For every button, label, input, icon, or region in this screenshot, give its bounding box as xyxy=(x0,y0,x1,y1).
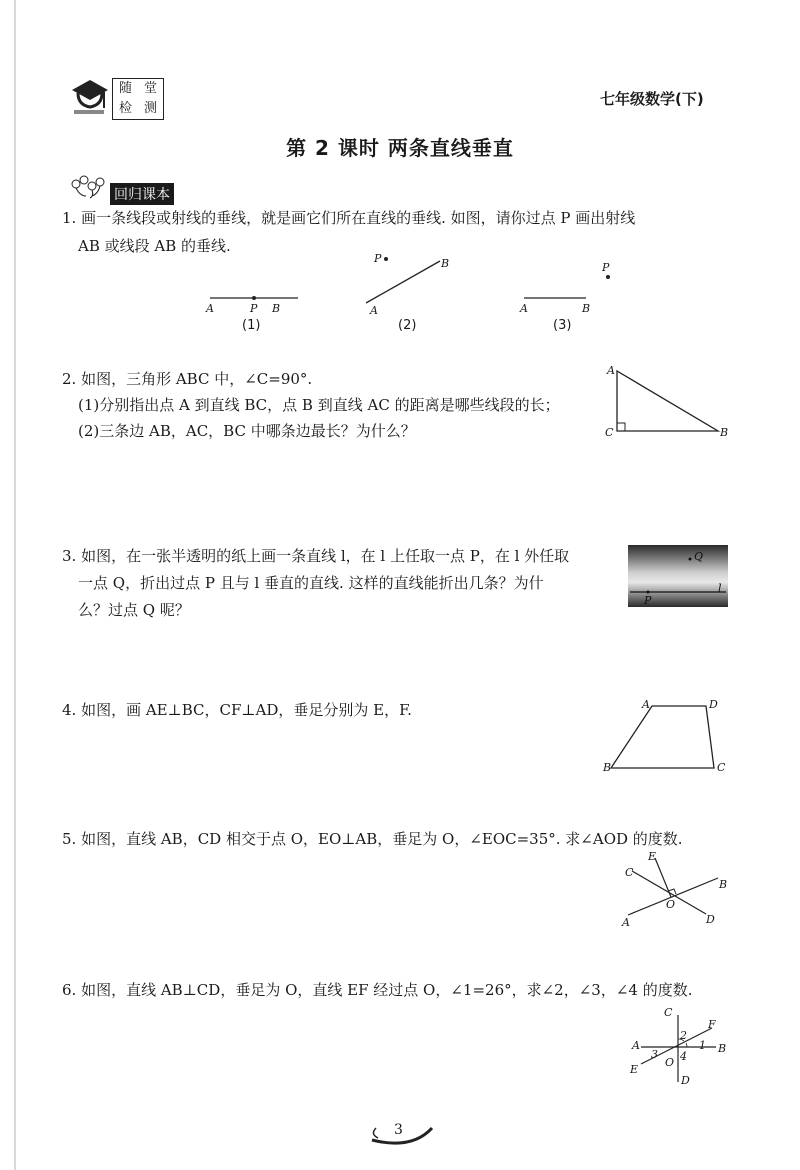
label-D: D xyxy=(681,1074,690,1087)
logo-cell: 堂 xyxy=(143,81,157,96)
label-Q: Q xyxy=(694,550,704,563)
figure-caption: (3) xyxy=(553,318,572,333)
label-A: A xyxy=(632,1039,640,1052)
label-A: A xyxy=(520,302,528,315)
section-label: 回归课本 xyxy=(110,183,174,205)
question-3-line-2: 一点 Q，折出过点 P 且与 l 垂直的直线. 这样的直线能折出几条？为什 xyxy=(78,574,544,592)
label-P: P xyxy=(602,261,610,274)
label-F: F xyxy=(708,1018,716,1031)
logo-cell: 测 xyxy=(143,101,157,116)
question-6-line-1: 6. 如图，直线 AB⊥CD，垂足为 O，直线 EF 经过点 O，∠1=26°，求∠2，∠3，∠4 的度数. xyxy=(62,981,693,999)
label-A: A xyxy=(642,698,650,711)
label-C: C xyxy=(664,1006,673,1019)
label-B: B xyxy=(720,426,729,439)
figure-caption: (1) xyxy=(242,318,261,333)
question-2-line-1: 2. 如图，三角形 ABC 中，∠C=90°. xyxy=(62,370,313,388)
grade-label: 七年级数学(下) xyxy=(600,90,704,108)
question-2-line-3: (2)三条边 AB，AC，BC 中哪条边最长？为什么？ xyxy=(78,422,416,440)
question-3-line-3: 么？过点 Q 呢？ xyxy=(78,601,190,619)
label-B: B xyxy=(272,302,281,315)
question-1-line-1: 1. 画一条线段或射线的垂线，就是画它们所在直线的垂线. 如图，请你过点 P 画出射线 xyxy=(62,209,636,227)
label-E: E xyxy=(630,1063,639,1076)
label-A: A xyxy=(370,304,378,317)
question-5-line-1: 5. 如图，直线 AB，CD 相交于点 O，EO⊥AB，垂足为 O，∠EOC=35°. 求∠AOD 的度数. xyxy=(62,830,683,848)
page-number: 3 xyxy=(394,1122,403,1138)
label-B: B xyxy=(441,257,450,270)
label-C: C xyxy=(625,866,634,879)
label-P: P xyxy=(374,252,382,265)
label-A: A xyxy=(206,302,214,315)
label-C: C xyxy=(717,761,726,774)
label-P: P xyxy=(644,594,652,607)
label-angle-2: 2 xyxy=(680,1029,687,1042)
label-D: D xyxy=(706,913,715,926)
label-A: A xyxy=(607,364,615,377)
label-B: B xyxy=(719,878,728,891)
label-angle-3: 3 xyxy=(651,1048,658,1061)
label-O: O xyxy=(666,898,676,911)
label-O: O xyxy=(665,1056,675,1069)
question-3-line-1: 3. 如图，在一张半透明的纸上画一条直线 l，在 l 上任取一点 P，在 l 外任取 xyxy=(62,547,570,565)
logo-cell: 检 xyxy=(118,101,132,116)
label-B: B xyxy=(603,761,612,774)
label-P: P xyxy=(250,302,258,315)
label-angle-1: 1 xyxy=(699,1039,706,1052)
label-B: B xyxy=(718,1042,727,1055)
question-1-line-2: AB 或线段 AB 的垂线. xyxy=(78,237,231,255)
label-D: D xyxy=(709,698,718,711)
label-A: A xyxy=(622,916,630,929)
label-E: E xyxy=(648,850,657,863)
label-B: B xyxy=(582,302,591,315)
label-l: l xyxy=(718,582,722,595)
logo-cell: 随 xyxy=(118,81,132,96)
question-2-line-2: (1)分别指出点 A 到直线 BC，点 B 到直线 AC 的距离是哪些线段的长； xyxy=(78,396,560,414)
label-C: C xyxy=(605,426,614,439)
page-title: 第 2 课时 两条直线垂直 xyxy=(286,136,514,160)
question-4-line-1: 4. 如图，画 AE⊥BC，CF⊥AD，垂足分别为 E，F. xyxy=(62,701,412,719)
figure-caption: (2) xyxy=(398,318,417,333)
label-angle-4: 4 xyxy=(680,1050,687,1063)
